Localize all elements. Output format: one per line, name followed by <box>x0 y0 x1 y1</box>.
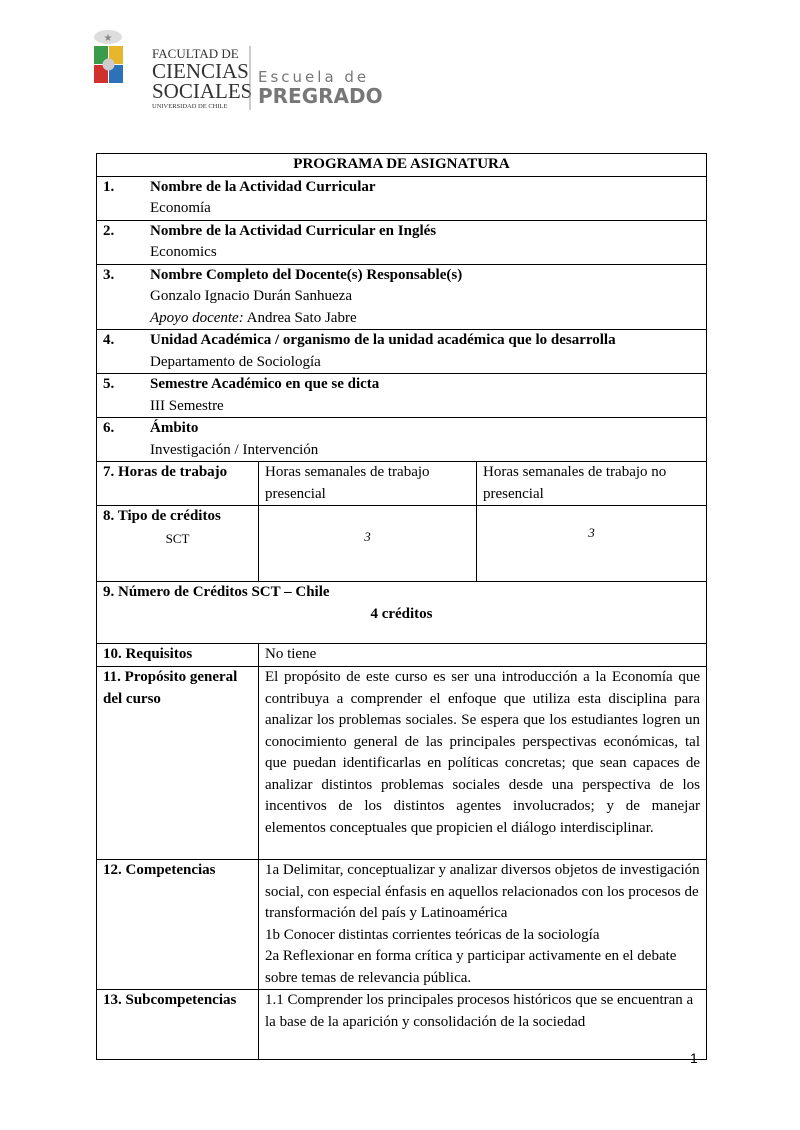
row-number: 4. <box>103 332 115 348</box>
row-hours <box>97 462 707 506</box>
purpose-label: 11. Propósito general del curso <box>97 667 259 860</box>
row-activity-name-english <box>97 220 707 264</box>
sct-credits-label: 9. Número de Créditos SCT – Chile <box>103 584 330 600</box>
svg-text:CIENCIAS: CIENCIAS <box>152 59 249 83</box>
row-number: 5. <box>103 376 115 392</box>
table-title: PROGRAMA DE ASIGNATURA <box>97 154 707 177</box>
credit-presential-value: 3 <box>259 506 477 582</box>
svg-text:SOCIALES: SOCIALES <box>152 79 253 103</box>
row-title: Ámbito <box>150 420 199 436</box>
row-number: 1. <box>103 178 115 195</box>
row-title: Nombre de la Actividad Curricular <box>150 178 376 195</box>
sct-credits-value: 4 créditos <box>370 605 433 622</box>
support-teacher <box>103 308 700 330</box>
row-number: 2. <box>103 222 115 239</box>
row-competences <box>97 860 707 990</box>
row-value: Investigación / Intervención <box>150 441 319 458</box>
row-title: Nombre Completo del Docente(s) Responsable(s) <box>150 266 463 283</box>
requisites-value: No tiene <box>259 644 707 667</box>
credit-type-label: 8. Tipo de créditos <box>103 508 221 524</box>
row-title: Unidad Académica / organismo de la unidad académica que lo desarrolla <box>150 332 616 348</box>
subcompetence-item: 1.1 Comprender los principales procesos históricos que se encuentran a la base de la aparición y consolidación de la sociedad <box>265 992 694 1030</box>
subcompetences-label: 13. Subcompetencias <box>97 990 259 1060</box>
svg-text:★: ★ <box>103 33 113 44</box>
competence-item: 2a Reflexionar en forma crítica y participar activamente en el debate sobre temas de relevancia pública. <box>265 948 677 986</box>
row-semester <box>97 374 707 418</box>
hours-presential: Horas semanales de trabajo presencial <box>259 462 477 506</box>
svg-text:Escuela de: Escuela de <box>258 68 370 86</box>
competences-label: 12. Competencias <box>97 860 259 990</box>
credit-type-value: SCT <box>165 530 190 546</box>
row-credit-type <box>97 506 707 582</box>
row-value: Economía <box>150 200 211 216</box>
support-value: Andrea Sato Jabre <box>246 309 357 326</box>
svg-text:UNIVERSIDAD DE CHILE: UNIVERSIDAD DE CHILE <box>152 103 228 110</box>
hours-non-presential: Horas semanales de trabajo no presencial <box>477 462 707 506</box>
row-value: Economics <box>150 244 217 260</box>
credit-non-presential-value: 3 <box>477 506 707 582</box>
page-number: 1 <box>690 1050 698 1066</box>
row-value: III Semestre <box>150 397 224 414</box>
hours-label: 7. Horas de trabajo <box>97 462 259 506</box>
row-subcompetences <box>97 990 707 1060</box>
row-purpose <box>97 667 707 860</box>
row-academic-unit <box>97 330 707 374</box>
row-value: Departamento de Sociología <box>150 353 321 370</box>
row-number: 3. <box>103 266 115 283</box>
row-number: 6. <box>103 420 115 436</box>
svg-text:PREGRADO: PREGRADO <box>258 84 383 108</box>
purpose-value: El propósito de este curso es ser una introducción a la Economía que contribuya a comprender el enfoque que utiliza esta disciplina para analizar los problemas sociales. Se espera que los estudiantes logren un conocimiento general de las principales perspectivas económicas, tal que puedan identificarlas en políticas concretas; que sean capaces de analizar distintos problemas sociales desde una perspectiva de los incentivos de los distintos agentes involucrados; y de manejar elementos conceptuales que propicien el diálogo interdisciplinar. <box>259 667 707 860</box>
row-sct-credits <box>97 582 707 644</box>
row-value: Gonzalo Ignacio Durán Sanhueza <box>150 288 353 304</box>
requisites-label: 10. Requisitos <box>97 644 259 667</box>
program-table <box>96 153 707 1060</box>
row-teachers <box>97 264 707 330</box>
row-scope <box>97 418 707 462</box>
row-requisites <box>97 644 707 667</box>
svg-text:FACULTAD DE: FACULTAD DE <box>152 46 239 61</box>
support-label: Apoyo docente: <box>150 309 244 326</box>
row-title: Semestre Académico en que se dicta <box>150 376 380 392</box>
row-activity-name <box>97 176 707 220</box>
faculty-logo <box>90 28 390 110</box>
row-title: Nombre de la Actividad Curricular en Inglés <box>150 222 437 239</box>
competence-item: 1a Delimitar, conceptualizar y analizar diversos objetos de investigación social, con especial énfasis en aquellos relacionados con los procesos de transformación del país y Latinoamérica <box>265 862 700 921</box>
competence-item: 1b Conocer distintas corrientes teóricas de la sociología <box>265 926 600 943</box>
